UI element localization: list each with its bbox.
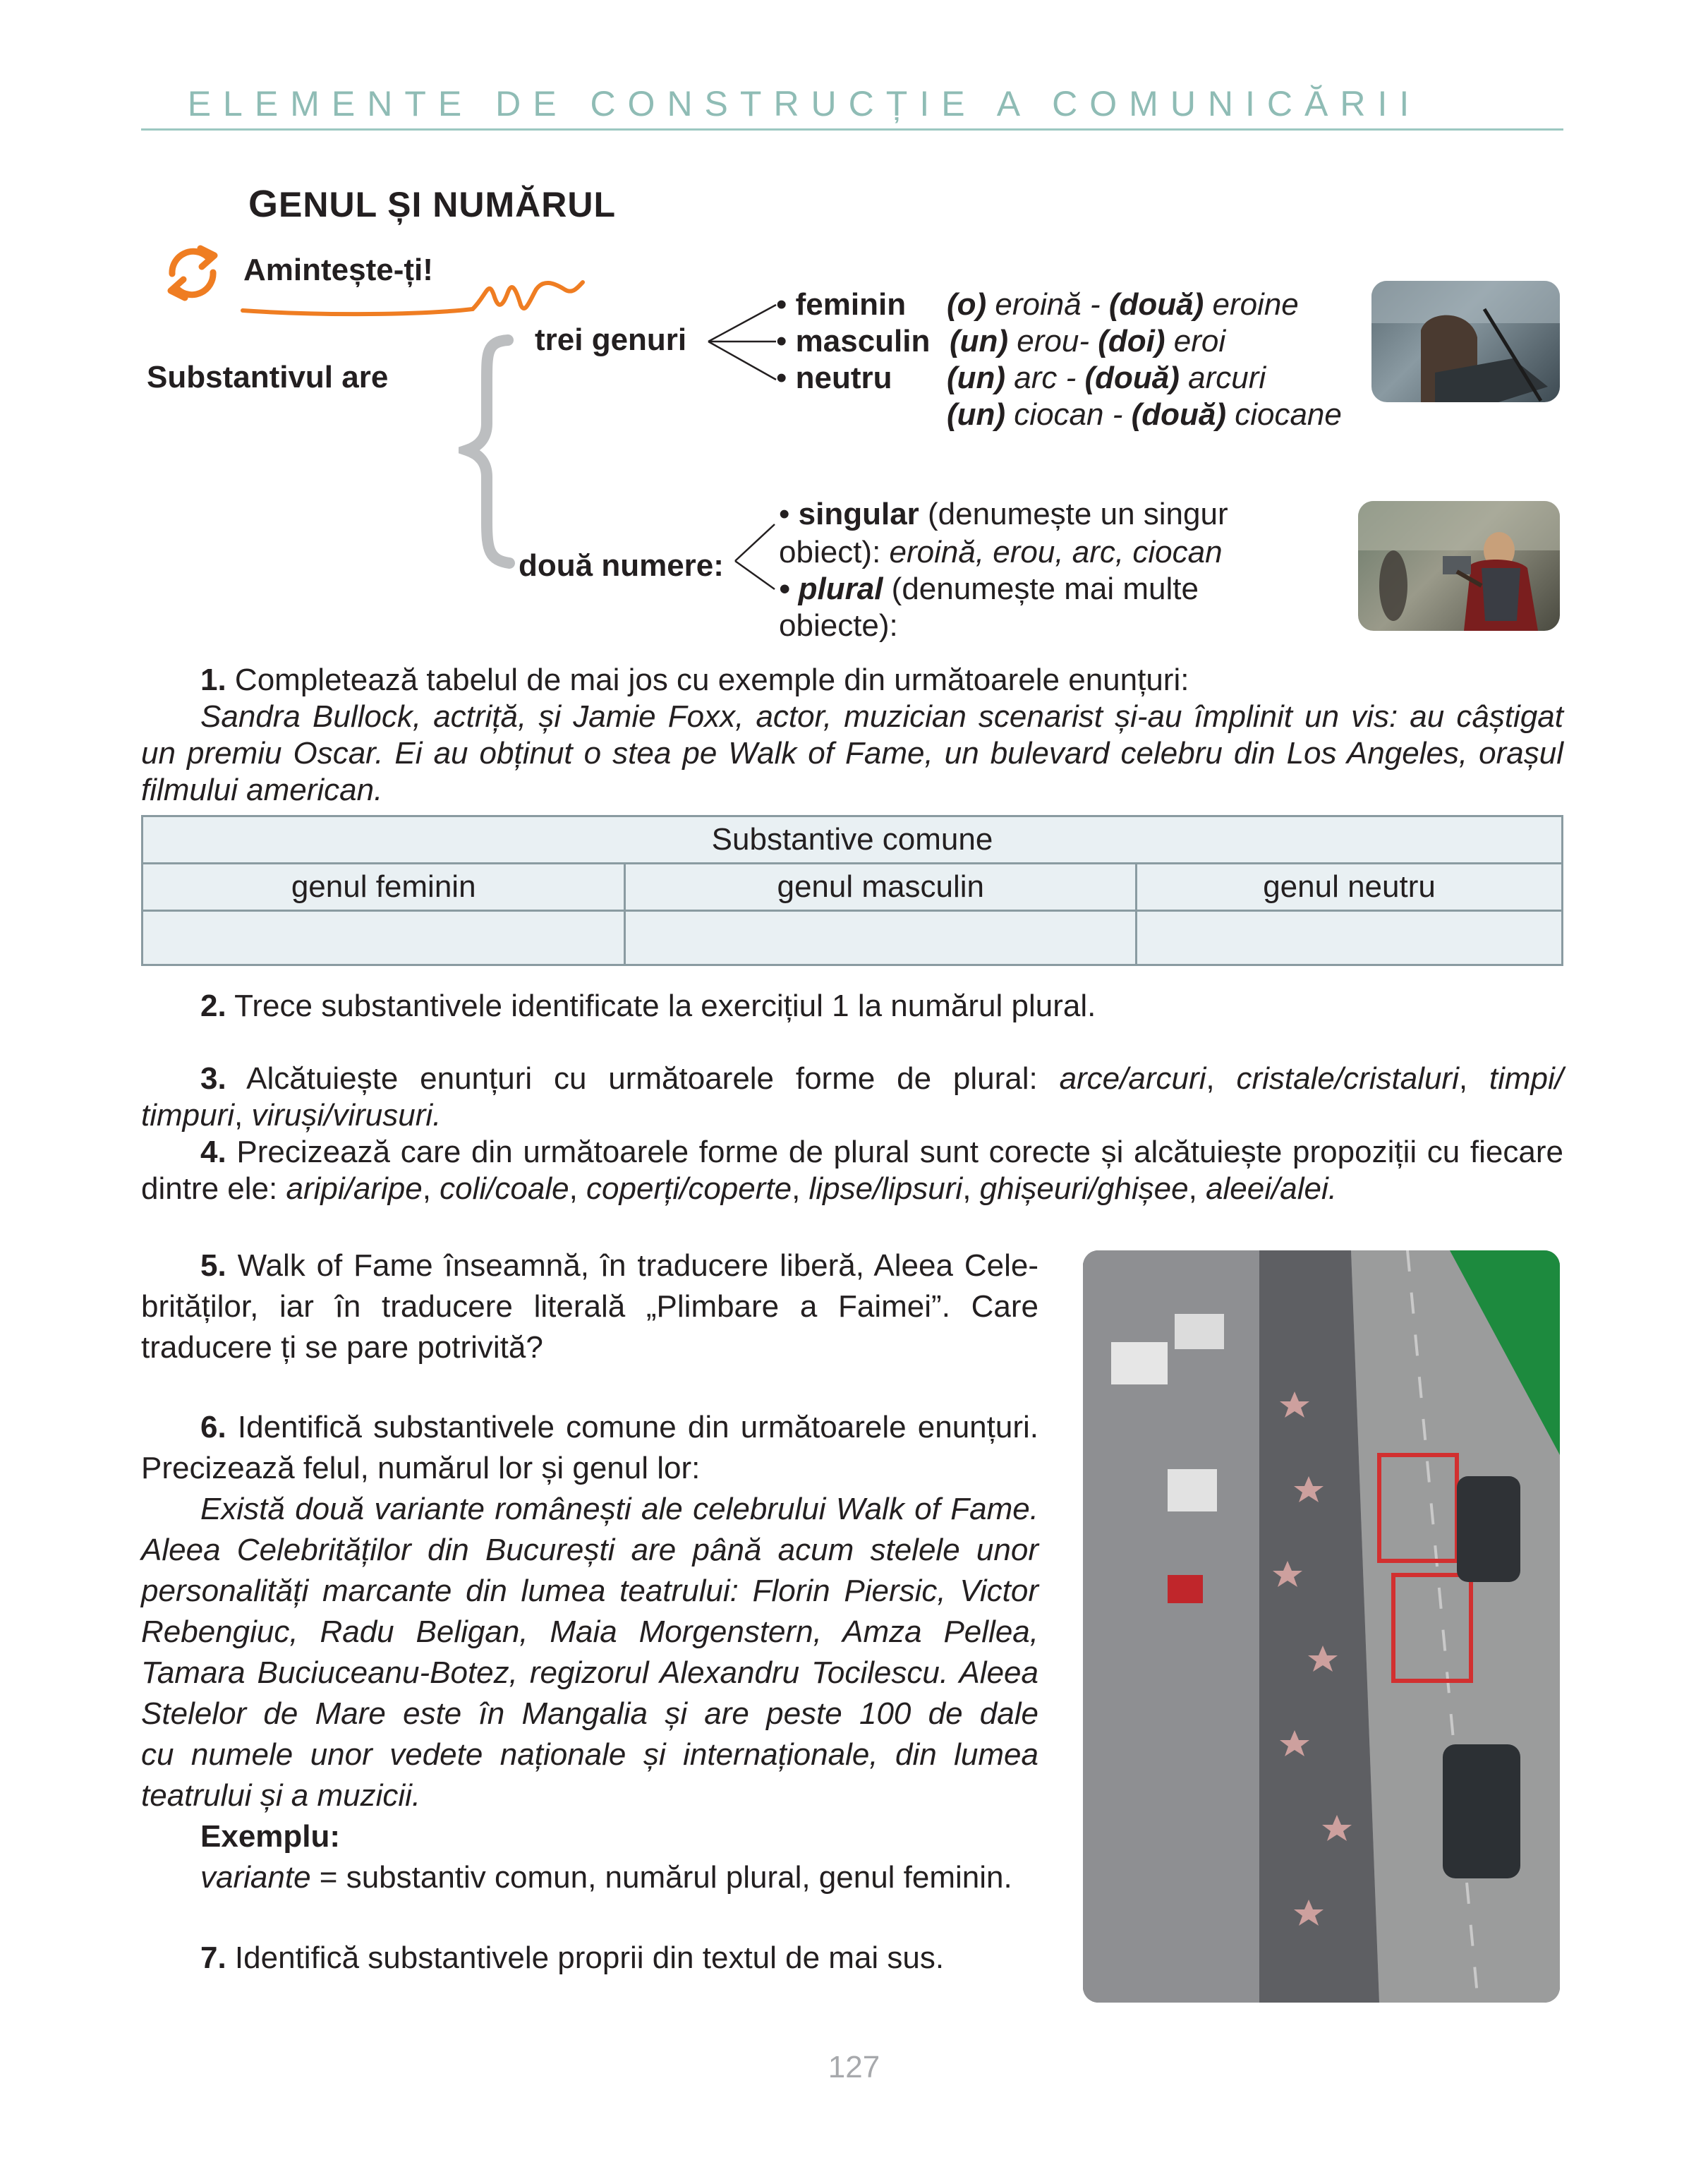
- column-header-masculine: genul masculin: [625, 864, 1137, 911]
- plural-line-1: • plural (denumește mai multe: [779, 572, 1199, 606]
- exercise-6-line-1: 6. Identifică substantivele comune din următoarele enunțuri.: [200, 1410, 1038, 1444]
- exercise-3-line-2: timpuri, viruși/virusuri.: [141, 1098, 442, 1133]
- exercise-1-quote-line-3: filmului american.: [141, 773, 383, 807]
- column-header-feminine: genul feminin: [143, 864, 625, 911]
- archer-photo-art: [1371, 281, 1560, 402]
- diagram-root: Substantivul are: [147, 360, 389, 394]
- warrior-photo-art: [1358, 501, 1560, 631]
- numbers-label: două numere:: [519, 548, 724, 583]
- gender-masculine-example: (un) erou- (doi) eroi: [950, 324, 1226, 358]
- orange-underline-swash: [240, 274, 586, 323]
- running-header: ELEMENTE DE CONSTRUCȚIE A COMUNICĂRII: [187, 84, 1422, 123]
- numbers-connector-lines: [732, 519, 782, 596]
- exercise-6-quote-line-1: Există două variante românești ale celebrului Walk of Fame.: [200, 1492, 1038, 1526]
- exercise-1-quote-line-1: Sandra Bullock, actriță, și Jamie Foxx, actor, muzician scenarist și-au împlinit un vis: au câștigat: [200, 699, 1563, 734]
- gender-neuter: • neutru: [776, 361, 892, 395]
- exercise-6-quote-line-7: cu numele unor vedete naționale și internaționale, din lumea: [141, 1737, 1038, 1772]
- answer-cell-masculine[interactable]: [625, 911, 1137, 965]
- gender-neuter-example-2: (un) ciocan - (două) ciocane: [947, 397, 1342, 432]
- common-nouns-table: [141, 815, 1563, 966]
- plural-line-2: obiecte):: [779, 608, 898, 643]
- exercise-7: 7. Identifică substantivele proprii din textul de mai sus.: [200, 1940, 945, 1975]
- example-text: variante = substantiv comun, numărul plural, genul feminin.: [200, 1860, 1012, 1895]
- walk-of-fame-photo-art: [1083, 1250, 1560, 2003]
- exercise-4-line-1: 4. Precizează care din următoarele forme de plural sunt corecte și alcătuiește propoziții cu fiecare: [200, 1135, 1563, 1169]
- exercise-5-line-1: 5. Walk of Fame înseamnă, în traducere liberă, Aleea Cele-: [200, 1248, 1038, 1283]
- genders-label: trei genuri: [535, 322, 687, 357]
- gender-masculine: • masculin: [776, 324, 931, 358]
- exercise-4-line-2: dintre ele: aripi/aripe, coli/coale, coperți/coperte, lipse/lipsuri, ghișeuri/ghișee, aleei/alei.: [141, 1171, 1337, 1206]
- refresh-arrows-icon: [157, 240, 227, 303]
- exercise-6-quote-line-8: teatrului și a muzicii.: [141, 1778, 421, 1813]
- exercise-1-instruction: 1. Completează tabelul de mai jos cu exemple din următoarele enunțuri:: [200, 663, 1189, 697]
- page-number: 127: [828, 2050, 880, 2084]
- column-header-neuter: genul neutru: [1137, 864, 1563, 911]
- exercise-6-quote-line-4: Rebengiuc, Radu Beligan, Maia Morgenstern, Amza Pellea,: [141, 1614, 1038, 1649]
- exercise-1-quote-line-2: un premiu Oscar. Ei au obținut o stea pe Walk of Fame, un bulevard celebru din Los Angeles, orașul: [141, 736, 1563, 771]
- exercise-6-quote-line-5: Tamara Buciuceanu-Botez, regizorul Alexandru Tocilescu. Aleea: [141, 1655, 1038, 1690]
- example-label: Exemplu:: [200, 1819, 341, 1854]
- walk-of-fame-aerial-photo: [1083, 1250, 1560, 2003]
- answer-cell-feminine[interactable]: [143, 911, 625, 965]
- gender-feminine: • feminin: [776, 287, 907, 322]
- exercise-6-quote-line-6: Stelelor de Mare este în Mangalia și are peste 100 de dale: [141, 1696, 1038, 1731]
- section-title: GENUL ȘI NUMĂRUL: [248, 183, 616, 225]
- exercise-2: 2. Trece substantivele identificate la exercițiul 1 la numărul plural.: [200, 989, 1096, 1023]
- exercise-6-quote-line-3: personalități marcante din lumea teatrului: Florin Piersic, Victor: [141, 1574, 1038, 1608]
- exercise-3-line-1: 3. Alcătuiește enunțuri cu următoarele forme de plural: arce/arcuri, cristale/cristaluri, timpi/: [200, 1061, 1564, 1096]
- hammer-warrior-photo: [1358, 501, 1560, 631]
- singular-line-1: • singular (denumește un singur: [779, 497, 1228, 531]
- header-divider: [141, 128, 1563, 131]
- exercise-5-line-3: traducere ți se pare potrivită?: [141, 1330, 543, 1365]
- gender-feminine-example: (o) eroină - (două) eroine: [947, 287, 1299, 322]
- remember-label: Amintește-ți!: [243, 253, 433, 287]
- exercise-5-line-2: brităților, iar în traducere literală „Plimbare a Faimei”. Care: [141, 1289, 1038, 1324]
- curly-brace: [459, 332, 522, 572]
- singular-line-2: obiect): eroină, erou, arc, ciocan: [779, 535, 1223, 569]
- answer-cell-neuter[interactable]: [1137, 911, 1563, 965]
- table-title: Substantive comune: [143, 816, 1563, 864]
- exercise-6-quote-line-2: Aleea Celebrităților din București are până acum stelele unor: [141, 1533, 1038, 1567]
- genders-connector-lines: [705, 296, 783, 388]
- exercise-6-line-2: Precizează felul, numărul lor și genul lor:: [141, 1451, 701, 1485]
- gender-neuter-example: (un) arc - (două) arcuri: [947, 361, 1266, 395]
- archer-heroine-photo: [1371, 281, 1560, 402]
